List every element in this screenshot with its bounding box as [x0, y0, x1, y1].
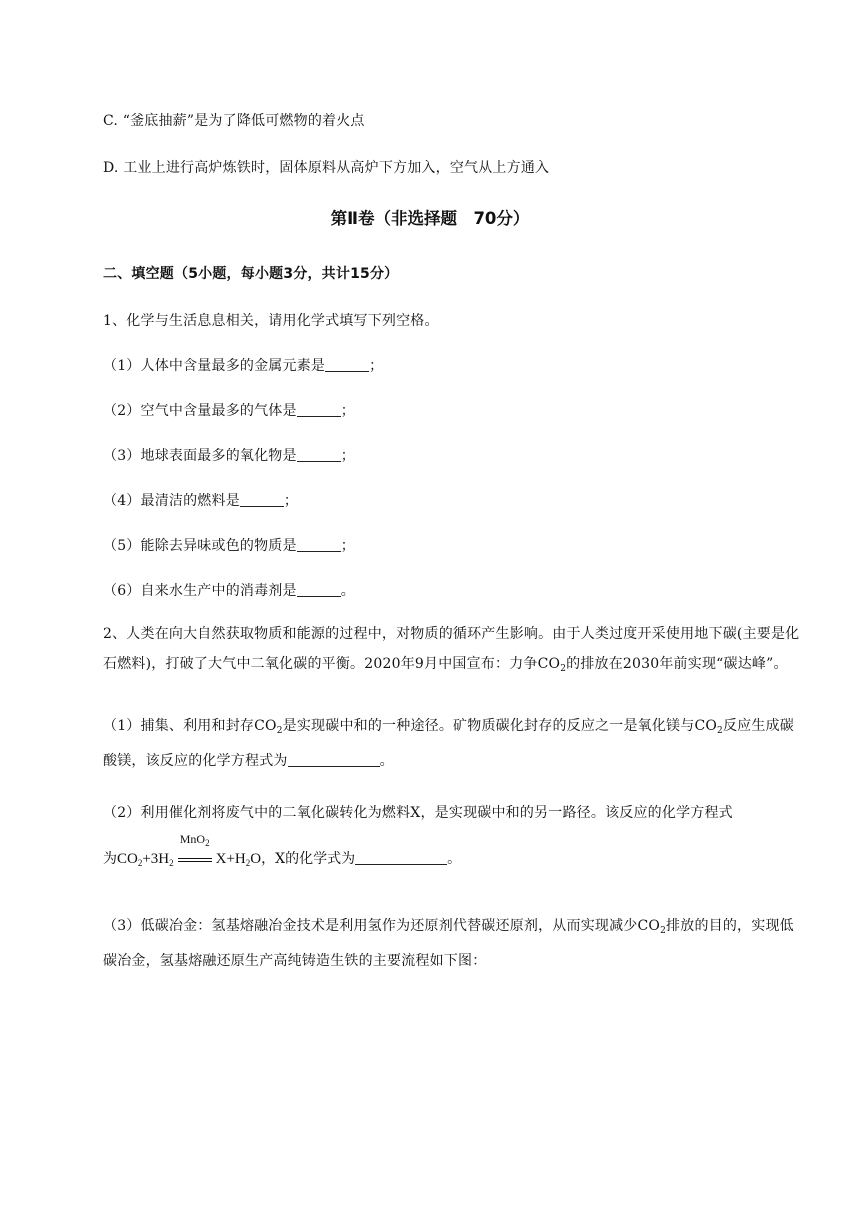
- part2-title: 第Ⅱ卷（非选择题 70分）: [330, 209, 530, 228]
- answer-blank[interactable]: [297, 447, 341, 462]
- q1-item-5: （5）能除去异味或色的物质是 ；: [103, 538, 355, 554]
- answer-blank[interactable]: [240, 492, 284, 507]
- q2-equation-line: 为$CO_2+3H_2$ MnO$_2$ $X+H_2O$，X的化学式为 。: [103, 831, 462, 868]
- q2-part-3: （3）低碳冶金：氢基熔融冶金技术是利用氢作为还原剂代替碳还原剂，从而实现减少$CO_2$排放的目的，实现低碳冶金，氢基熔融还原生产高纯铸造生铁的主要流程如下图：: [103, 918, 794, 969]
- answer-blank[interactable]: [297, 582, 341, 597]
- answer-blank[interactable]: [355, 850, 447, 865]
- answer-blank[interactable]: [297, 537, 341, 552]
- q1-item-2: （2）空气中含量最多的气体是 ；: [103, 403, 355, 419]
- reaction-equals-sign: [175, 831, 215, 867]
- q2-part-1: （1）捕集、利用和封存$CO_2$是实现碳中和的一种途径。矿物质碳化封存的反应之一是氧化镁与$CO_2$反应生成碳酸镁，该反应的化学方程式为 。: [103, 718, 794, 769]
- q1-item-1: （1）人体中含量最多的金属元素是 ；: [103, 358, 384, 374]
- answer-blank[interactable]: [288, 752, 380, 767]
- option-c: C. “釜底抽薪”是为了降低可燃物的着火点: [103, 113, 365, 129]
- q1-item-3: （3）地球表面最多的氧化物是 ；: [103, 448, 355, 464]
- q1-item-6: （6）自来水生产中的消毒剂是 。: [103, 583, 355, 599]
- q1-stem: 1、化学与生活息息相关，请用化学式填写下列空格。: [103, 313, 439, 329]
- q1-item-4: （4）最清洁的燃料是 ；: [103, 493, 299, 509]
- answer-blank[interactable]: [297, 402, 341, 417]
- chemical-equation: $CO_2+3H_2$ MnO$_2$ $X+H_2O$: [117, 831, 262, 868]
- answer-blank[interactable]: [325, 357, 369, 372]
- section-heading: 二、填空题（5小题，每小题3分，共计15分）: [103, 266, 399, 282]
- q2-part-2: （2）利用催化剂将废气中的二氧化碳转化为燃料X，是实现碳中和的另一路径。该反应的化学方程式: [103, 805, 733, 821]
- catalyst-label: MnO$_2$: [179, 831, 210, 848]
- q2-stem: 2、人类在向大自然获取物质和能源的过程中，对物质的循环产生影响。由于人类过度开采使用地下碳(主要是化石燃料)，打破了大气中二氧化碳的平衡。2020年9月中国宣布：力争$CO_2$的排放在2030年前实现“碳达峰”。: [103, 626, 800, 674]
- option-d: D. 工业上进行高炉炼铁时，固体原料从高炉下方加入，空气从上方通入: [103, 160, 550, 176]
